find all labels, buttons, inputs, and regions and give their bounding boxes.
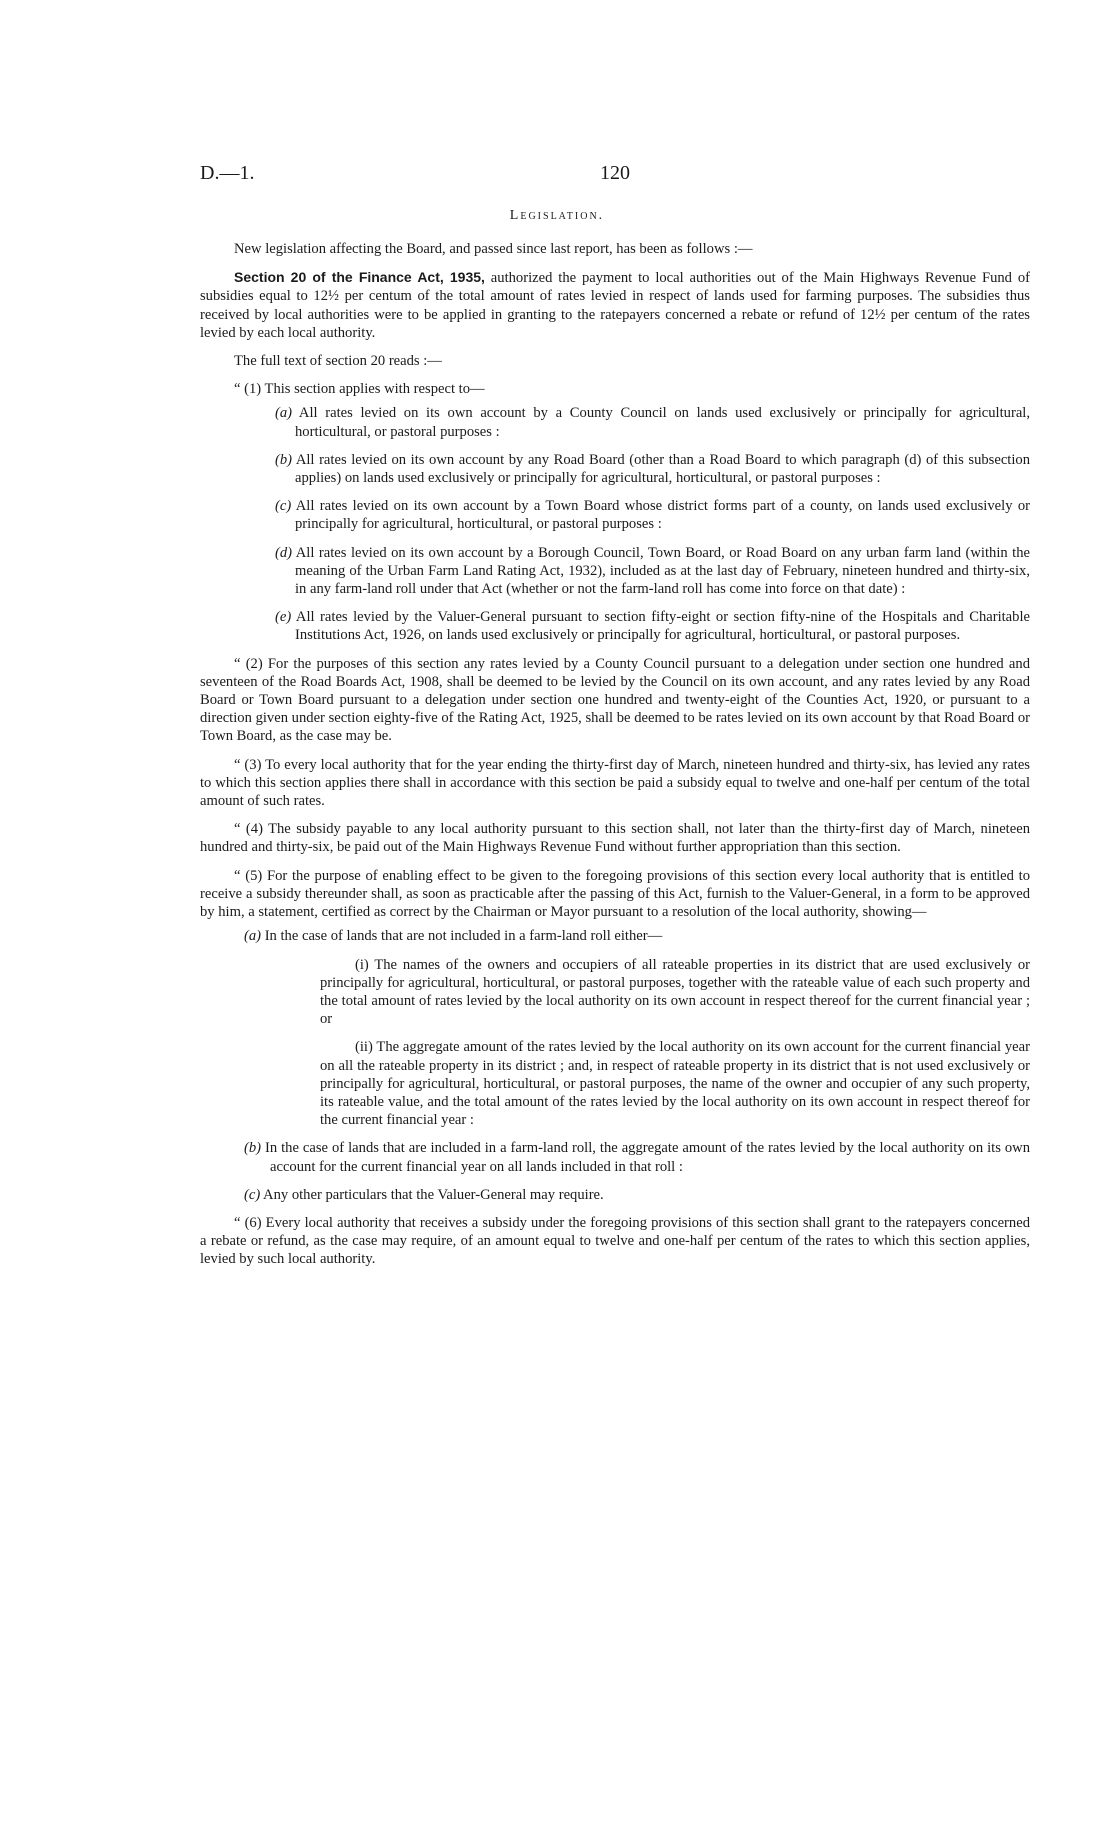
subsection-5-item-ii xyxy=(200,1038,1030,1129)
item-text: All rates levied on its own account by a Borough Council, Town Board, or Road Board on any urban farm land (within the meaning of the Urban Farm Land Rating Act, 1932), included as at the last day of February, nineteen hundred and thirty-six, in any farm-land roll under that Act (whether or not the farm-land roll has come into force on that date) : xyxy=(295,544,1031,598)
item-text: All rates levied on its own account by any Road Board (other than a Road Board to which paragraph (d) of this subsection applies) on lands used exclusively or principally for agricultural, horticultural, or pastoral purposes : xyxy=(295,451,1030,487)
item-text: All rates levied by the Valuer-General pursuant to section fifty-eight or section fifty-nine of the Hospitals and Charitable Institutions Act, 1926, on lands used exclusively or principally for agricultural, horticultural, or pastoral purposes. xyxy=(295,609,1030,644)
item-marker: (a) xyxy=(275,405,293,422)
subsection-5-item-c xyxy=(200,1186,1030,1204)
document-body xyxy=(200,240,1030,1279)
item-text: The names of the owners and occupiers of all rateable properties in its district that are used exclusively or principally for agricultural, horticultural, or pastoral purposes, together with the rateable value of each such property and the total amount of rates levied by the local authority on its own account in respect thereof for the current financial year ; or xyxy=(320,956,1030,1028)
page-number: 120 xyxy=(600,162,630,184)
subsection-1-item-b xyxy=(200,451,1030,487)
section20-text: authorized the payment to local authorities out of the Main Highways Revenue Fund of subsidies equal to 12½ per centum of the total amount of rates levied in respect of lands used for farming purposes. The subsidies thus received by local authorities were to be applied in granting to the ratepayers concerned a rebate or refund of 12½ per centum of the rates levied by each local authority. xyxy=(200,270,1030,341)
item-marker: (e) xyxy=(275,609,292,626)
item-marker: (d) xyxy=(275,544,293,561)
subsection-1-intro: “ (1) This section applies with respect to— xyxy=(234,381,485,398)
subsection-2: “ (2) For the purposes of this section any rates levied by a County Council pursuant to a delegation under section one hundred and seventeen of the Road Boards Act, 1908, shall be deemed to be levied by the Council on its own account, and any rates levied by any Road Board or Town Board pursuant to a delegation under section one hundred and twenty-eight of the Counties Act, 1920, or pursuant to a direction given under section eighty-five of the Rating Act, 1925, shall be deemed to be rates levied on its own account by that Road Board or Town Board, as the case may be. xyxy=(200,655,1030,745)
subsection-4: “ (4) The subsidy payable to any local authority pursuant to this section shall, not later than the thirty-first day of March, nineteen hundred and thirty-six, be paid out of the Main Highways Revenue Fund without further appropriation than this section. xyxy=(200,821,1030,856)
subsection-3: “ (3) To every local authority that for the year ending the thirty-first day of March, nineteen hundred and thirty-six, has levied any rates to which this section applies there shall in accordance with this section be paid a subsidy equal to twelve and one-half per centum of the total amount of such rates. xyxy=(200,756,1030,810)
item-text: All rates levied on its own account by a Town Board whose district forms part of a county, on lands used exclusively or principally for agricultural, horticultural, or pastoral purposes : xyxy=(295,498,1030,533)
section20-title: Section 20 of the Finance Act, 1935, xyxy=(234,269,485,286)
item-marker: (b) xyxy=(275,451,293,468)
item-text: Any other particulars that the Valuer-General may require. xyxy=(263,1186,604,1203)
item-text: All rates levied on its own account by a County Council on lands used exclusively or principally for agricultural, horticultural, or pastoral purposes : xyxy=(295,405,1031,440)
subsection-1-item-d xyxy=(200,544,1030,599)
item-marker: (a) xyxy=(244,928,262,945)
item-text: In the case of lands that are not included in a farm-land roll either— xyxy=(264,928,663,945)
subsection-5-intro: “ (5) For the purpose of enabling effect to be given to the foregoing provisions of this section every local authority that is entitled to receive a subsidy thereunder shall, as soon as practicable after the passing of this Act, furnish to the Valuer-General, in a form to be approved by him, a statement, certified as correct by the Chairman or Mayor pursuant to a resolution of the local authority, showing— xyxy=(200,867,1030,921)
subsection-5-item-i xyxy=(200,956,1030,1029)
item-text: The aggregate amount of the rates levied by the local authority on its own account for the current financial year on all the rateable property in its district ; and, in respect of rateable property in its district that is not used exclusively or principally for agricultural, horticultural, or pastoral purposes, the name of the owner and occupier of any such property, its rateable value, and the total amount of the rates levied by the local authority on its own account in respect thereof for the current financial year : xyxy=(320,1039,1030,1129)
item-marker: (c) xyxy=(275,498,292,515)
item-marker: (b) xyxy=(244,1140,262,1157)
item-text: In the case of lands that are included in a farm-land roll, the aggregate amount of the rates levied by the local authority on its own account for the current financial year on all lands included in that roll : xyxy=(265,1140,1030,1175)
subsection-1-item-a xyxy=(200,404,1030,440)
item-marker: (i) xyxy=(355,956,369,973)
intro-paragraph: New legislation affecting the Board, and passed since last report, has been as follows :— xyxy=(234,241,753,257)
subsection-1-item-e xyxy=(200,608,1030,644)
item-marker: (ii) xyxy=(355,1039,373,1056)
full-text-intro: The full text of section 20 reads :— xyxy=(234,353,442,370)
document-reference: D.—1. xyxy=(200,162,255,184)
page-header xyxy=(200,162,1030,192)
subsection-1-item-c xyxy=(200,497,1030,533)
item-marker: (c) xyxy=(244,1186,261,1203)
subsection-5-item-a xyxy=(200,927,1030,945)
subsection-6: “ (6) Every local authority that receives a subsidy under the foregoing provisions of this section shall grant to the ratepayers concerned a rebate or refund, as the case may require, of an amount equal to twelve and one-half per centum of the rates to which this section applies, levied by such local authority. xyxy=(200,1214,1030,1268)
section20-paragraph xyxy=(200,268,1030,342)
subsection-5-item-b xyxy=(200,1139,1030,1175)
section-heading: Legislation. xyxy=(509,208,605,223)
